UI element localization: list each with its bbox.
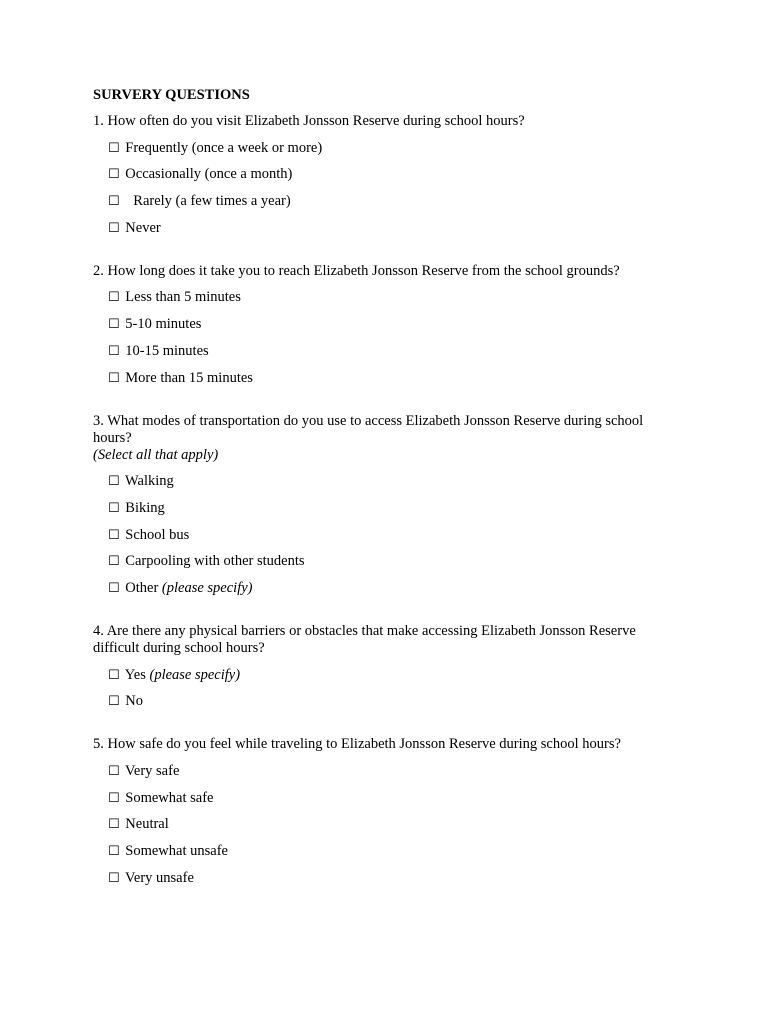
- checkbox-icon[interactable]: ☐: [108, 370, 120, 386]
- checkbox-icon[interactable]: ☐: [108, 317, 120, 333]
- option-label: 5-10 minutes: [125, 316, 202, 333]
- option-item[interactable]: [93, 220, 683, 237]
- question-text: [93, 263, 683, 280]
- question-label: 1. How often do you visit Elizabeth Jonsson Reserve during school hours?: [93, 113, 525, 129]
- option-label: 10-15 minutes: [125, 342, 209, 359]
- option-item[interactable]: [93, 140, 683, 157]
- option-item[interactable]: [93, 316, 683, 333]
- option-item[interactable]: [93, 667, 683, 684]
- option-item[interactable]: [93, 370, 683, 387]
- question-2: [93, 263, 683, 387]
- checkbox-icon[interactable]: ☐: [108, 694, 120, 710]
- checkbox-icon[interactable]: ☐: [108, 764, 120, 779]
- option-label: Biking: [125, 499, 165, 516]
- option-label: Less than 5 minutes: [125, 289, 241, 306]
- checkbox-icon[interactable]: ☐: [108, 474, 120, 490]
- checkbox-icon[interactable]: ☐: [108, 343, 120, 359]
- option-item[interactable]: [93, 473, 683, 490]
- document-page: [93, 86, 683, 887]
- option-item[interactable]: [93, 763, 683, 780]
- option-item[interactable]: [93, 816, 683, 833]
- spacer: [93, 597, 683, 623]
- spacer: [93, 237, 683, 263]
- option-item[interactable]: [93, 500, 683, 517]
- question-5: [93, 736, 683, 886]
- checkbox-icon[interactable]: ☐: [108, 140, 120, 156]
- option-item[interactable]: [93, 580, 683, 597]
- checkbox-icon[interactable]: ☐: [108, 790, 120, 806]
- question-3: [93, 413, 683, 597]
- option-specify-note: (please specify): [149, 666, 241, 683]
- option-label: Somewhat safe: [125, 789, 214, 806]
- checkbox-icon[interactable]: ☐: [108, 554, 120, 570]
- option-list: [93, 473, 683, 597]
- question-text: [93, 736, 683, 753]
- checkbox-icon[interactable]: ☐: [108, 870, 120, 886]
- option-item[interactable]: [93, 693, 683, 710]
- option-label: No: [125, 693, 144, 710]
- option-list: [93, 763, 683, 887]
- option-label: More than 15 minutes: [125, 369, 253, 386]
- option-label: Somewhat unsafe: [125, 843, 228, 860]
- question-label: 4. Are there any physical barriers or obstacles that make accessing Elizabeth Jonsson Reserve difficult during school hours?: [93, 622, 636, 656]
- document-title: SURVERY QUESTIONS: [93, 87, 250, 103]
- option-item[interactable]: [93, 790, 683, 807]
- checkbox-icon[interactable]: ☐: [108, 817, 120, 833]
- option-label: Rarely (a few times a year): [133, 193, 291, 210]
- option-label: Neutral: [125, 816, 169, 833]
- question-label: 5. How safe do you feel while traveling to Elizabeth Jonsson Reserve during school hours?: [93, 736, 621, 753]
- option-item[interactable]: [93, 193, 683, 210]
- checkbox-icon[interactable]: ☐: [108, 580, 120, 596]
- question-text: [93, 623, 683, 657]
- option-item[interactable]: [93, 343, 683, 360]
- checkbox-icon[interactable]: ☐: [108, 527, 120, 543]
- question-label: 3. What modes of transportation do you use to access Elizabeth Jonsson Reserve during school hours?: [93, 412, 644, 446]
- option-list: [93, 140, 683, 237]
- option-item[interactable]: [93, 843, 683, 860]
- option-label: Carpooling with other students: [125, 553, 305, 570]
- option-label: Yes: [124, 666, 150, 683]
- checkbox-icon[interactable]: ☐: [108, 500, 120, 516]
- question-text: [93, 104, 683, 130]
- checkbox-icon[interactable]: ☐: [108, 220, 120, 236]
- spacer: [93, 710, 683, 736]
- option-item[interactable]: [93, 527, 683, 544]
- option-label: Other: [125, 579, 162, 596]
- option-label: Frequently (once a week or more): [125, 139, 323, 156]
- option-list: [93, 667, 683, 711]
- option-item[interactable]: [93, 553, 683, 570]
- option-specify-note: (please specify): [161, 579, 253, 596]
- checkbox-icon[interactable]: ☐: [108, 844, 120, 860]
- checkbox-icon[interactable]: ☐: [108, 667, 120, 683]
- question-4: [93, 623, 683, 710]
- option-item[interactable]: [93, 166, 683, 183]
- option-label: Occasionally (once a month): [125, 166, 293, 183]
- question-1: [93, 104, 683, 237]
- option-list: [93, 289, 683, 386]
- option-item[interactable]: [93, 870, 683, 887]
- option-label: Very safe: [125, 763, 180, 779]
- checkbox-icon[interactable]: ☐: [108, 194, 120, 210]
- question-label: 2. How long does it take you to reach Elizabeth Jonsson Reserve from the school grounds?: [93, 262, 620, 279]
- option-label: School bus: [125, 526, 190, 543]
- option-label: Walking: [125, 473, 174, 490]
- checkbox-icon[interactable]: ☐: [108, 290, 120, 306]
- option-label: Very unsafe: [125, 869, 194, 886]
- question-note: (Select all that apply): [93, 446, 219, 463]
- spacer: [93, 387, 683, 413]
- checkbox-icon[interactable]: ☐: [108, 167, 120, 183]
- question-text: [93, 413, 683, 464]
- option-label: Never: [125, 219, 161, 236]
- option-item[interactable]: [93, 289, 683, 306]
